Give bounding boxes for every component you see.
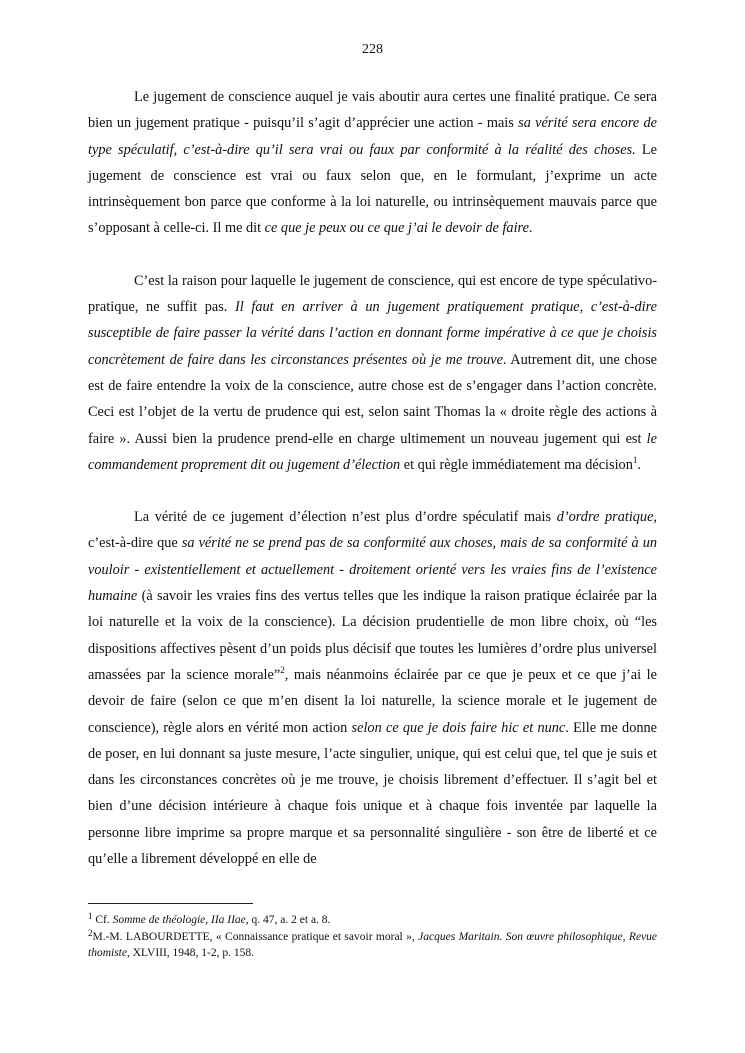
italic-text: d’ordre pratique, bbox=[556, 509, 658, 526]
footnote-ref: 2 bbox=[88, 927, 93, 938]
text-run: . bbox=[528, 220, 533, 237]
text-run: , mais néanmoins éclairée par ce que je peux et ce que j’ai le devoir de faire (selon ce que m’en disent la loi naturelle, la science morale et le jugement de conscience), règle alors en vérité mon action bbox=[88, 666, 657, 736]
paragraph bbox=[88, 504, 657, 872]
text-run: . Elle me donne de poser, en lui donnant sa juste mesure, l’acte singulier, unique, qui est celui que, tel que je suis et dans les circonstances concrètes où je me trouve, je choisis librement d’effectuer. Il s’agit bel et bien d’une décision intérieure à chaque fois unique et à chaque fois inventée par laquelle la personne libre imprime sa propre marque et sa personnalité singulière - son être de liberté et ce qu’elle a librement développé en elle de bbox=[88, 719, 657, 868]
italic-text: sa vérité ne se prend pas de sa conformité aux choses, mais de sa conformité à un vouloir - existentiellement et actuellement - droitement orienté vers les vraies fins de l’existence humaine bbox=[88, 535, 657, 605]
italic-text: Il faut en arriver à un jugement pratiquement pratique bbox=[235, 299, 580, 316]
italic-text: ce que je peux ou ce que j’ai le devoir de faire bbox=[264, 220, 529, 237]
footnote bbox=[88, 929, 657, 962]
text-run: (à savoir les vraies fins des vertus telles que les indique la raison pratique éclairée par la loi naturelle et la voix de la conscience). La décision prudentielle de mon libre choix, où “les dispositions affectives pèsent d’un poids plus décisif que toutes les lumières d’ordre plus universel amassées par la science morale” bbox=[88, 588, 657, 683]
italic-text: le commandement proprement dit ou jugement d’élection bbox=[88, 430, 657, 473]
italic-text: sa vérité sera encore de type spéculatif, c’est-à-dire qu’il sera vrai ou faux par conformité à la réalité des choses. bbox=[88, 115, 657, 158]
paragraph bbox=[88, 84, 657, 242]
text-run: . bbox=[637, 456, 641, 473]
text-run: , bbox=[579, 299, 591, 316]
text-run: XLVIII, 1948, 1-2, p. 158. bbox=[129, 947, 255, 959]
footnote-ref: 2 bbox=[280, 664, 285, 675]
text-run: M.-M. LABOURDETTE, « Connaissance pratique et savoir moral », bbox=[92, 930, 419, 943]
text-run: C’est la raison pour laquelle le jugement de conscience, qui est encore de type spéculativo-pratique, ne suffit pas. bbox=[88, 272, 657, 316]
page-number: 228 bbox=[362, 42, 383, 57]
footnote-ref: 1 bbox=[88, 911, 93, 921]
paragraph bbox=[88, 268, 657, 478]
footnote bbox=[88, 912, 657, 929]
footnote-separator bbox=[88, 903, 253, 904]
footnotes bbox=[88, 912, 657, 962]
text-run: c’est-à-dire que bbox=[88, 535, 182, 552]
text-run: . Autrement dit, une chose est de faire entendre la voix de la conscience, autre chose est de s’engager dans l’action concrète. Ceci est l’objet de la vertu de prudence qui est, selon saint Thomas la « droite règle des actions à faire ». Aussi bien la prudence prend-elle en charge ultimement un nouveau jugement qui est bbox=[88, 351, 657, 447]
text-run: Le jugement de conscience est vrai ou faux selon que, en le formulant, j’exprime un acte intrinsèquement bon parce que conforme à la loi naturelle, ou intrinsèquement mauvais parce que s’opposant à celle-ci. Il me dit bbox=[88, 141, 657, 237]
italic-text: selon ce que je dois faire hic et nunc bbox=[351, 719, 566, 736]
body-text bbox=[88, 84, 657, 872]
italic-text: Somme de théologie, IIa IIae, bbox=[112, 914, 249, 926]
text-run: q. 47, a. 2 et a. 8. bbox=[248, 914, 331, 926]
text-run: La vérité de ce jugement d’élection n’est plus d’ordre spéculatif mais bbox=[134, 509, 557, 526]
italic-text: c’est-à-dire susceptible de faire passer la vérité dans l’action en donnant forme impérative à ce que je choisis concrètement de faire dans les circonstances présentes où je me trouve bbox=[88, 299, 657, 368]
text-run: et qui règle immédiatement ma décision bbox=[400, 456, 633, 473]
text-run: Cf. bbox=[92, 914, 113, 926]
italic-text: Jacques Maritain. Son œuvre philosophique, Revue thomiste, bbox=[88, 930, 658, 959]
footnote-ref: 1 bbox=[632, 454, 638, 465]
text-run: Le jugement de conscience auquel je vais aboutir aura certes une finalité pratique. Ce sera bien un jugement pratique - puisqu’il s’agit d’apprécier une action - mais bbox=[88, 89, 657, 132]
